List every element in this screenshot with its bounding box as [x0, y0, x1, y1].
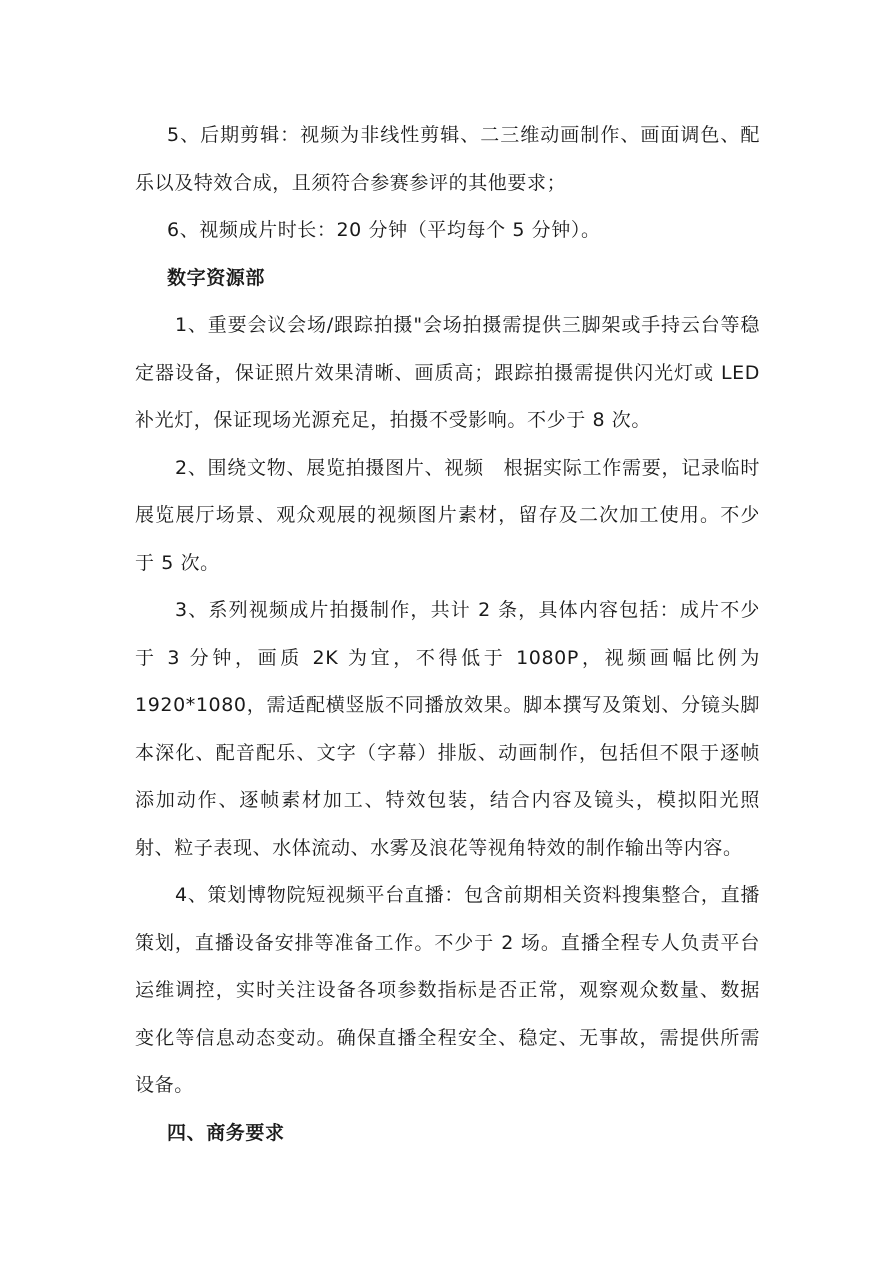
paragraph-video-duration: 6、视频成片时长：20 分钟（平均每个 5 分钟）。 — [167, 219, 601, 241]
paragraph-digital-item-4: 4、策划博物院短视频平台直播：包含前期相关资料搜集整合，直播策划，直播设备安排等准备工作。不少于 2 场。直播全程专人负责平台运维调控，实时关注设备各项参数指标是否正常，观察观众数量、数据变化等信息动态变动。确保直播全程安全、稳定、无事故，需提供所需设备。 — [135, 884, 760, 1096]
paragraph-post-editing: 5、后期剪辑：视频为非线性剪辑、二三维动画制作、画面调色、配乐以及特效合成，且须符合参赛参评的其他要求； — [135, 124, 760, 194]
document-body — [135, 112, 760, 1157]
section-heading-business-requirements: 四、商务要求 — [167, 1121, 285, 1144]
paragraph-digital-item-3: 3、系列视频成片拍摄制作，共计 2 条，具体内容包括：成片不少于 3 分钟，画质 2K 为宜，不得低于 1080P，视频画幅比例为 1920*1080，需适配横竖版不同播放效果。脚本撰写及策划、分镜头脚本深化、配音配乐、文字（字幕）排版、动画制作，包括但不限于逐帧添加动作、逐帧素材加工、特效包装，结合内容及镜头，模拟阳光照射、粒子表现、水体流动、水雾及浪花等视角特效的制作输出等内容。 — [135, 599, 760, 859]
section-heading-digital-resources: 数字资源部 — [167, 266, 266, 289]
paragraph-digital-item-1: 1、重要会议会场/跟踪拍摄"会场拍摄需提供三脚架或手持云台等稳定器设备，保证照片效果清晰、画质高；跟踪拍摄需提供闪光灯或 LED 补光灯，保证现场光源充足，拍摄不受影响。不少于 8 次。 — [135, 314, 760, 431]
paragraph-digital-item-2: 2、围绕文物、展览拍摄图片、视频 根据实际工作需要，记录临时展览展厅场景、观众观展的视频图片素材，留存及二次加工使用。不少于 5 次。 — [135, 456, 760, 574]
